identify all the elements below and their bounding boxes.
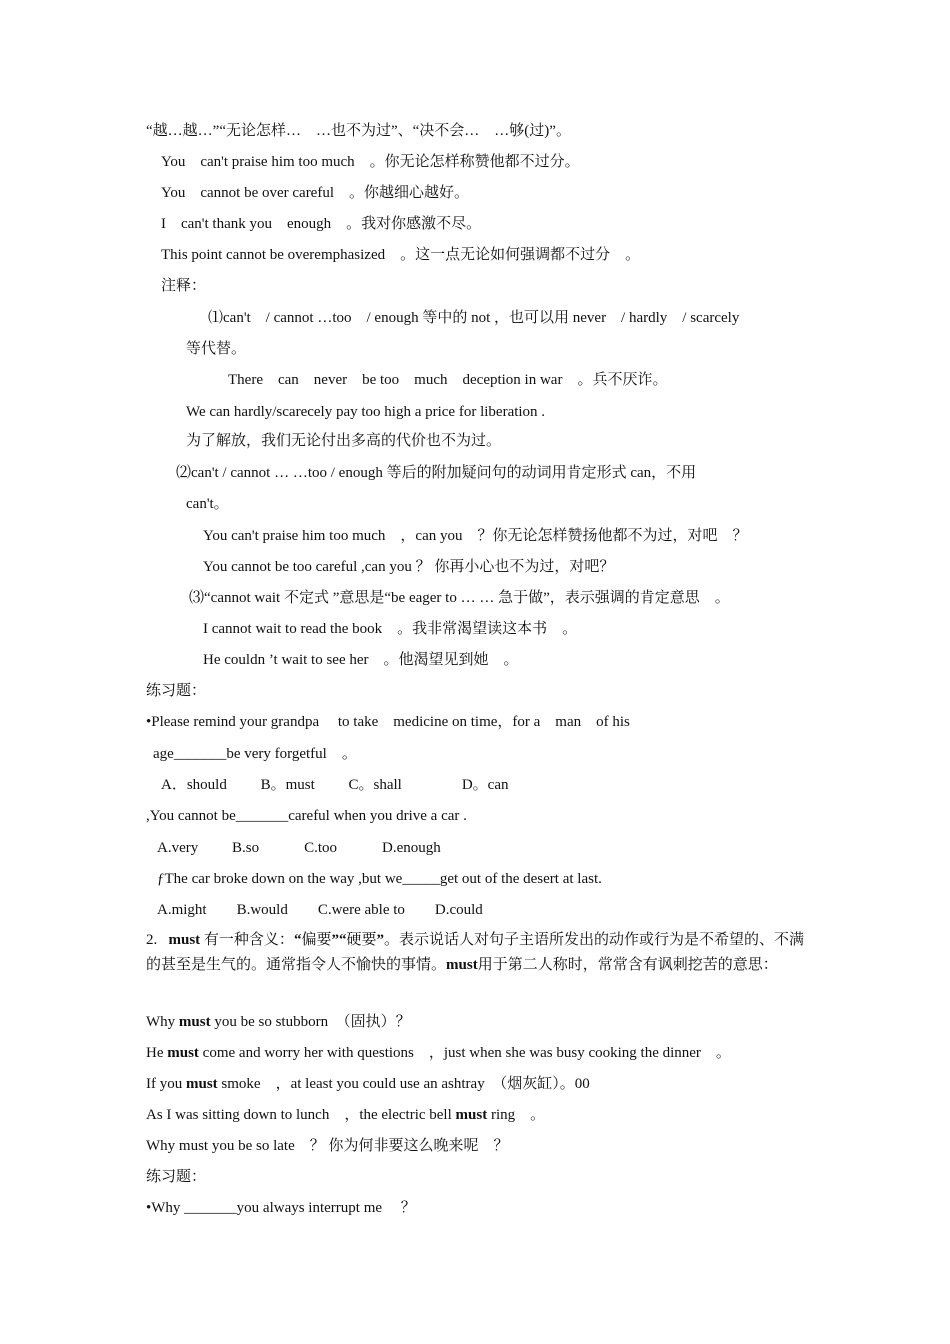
exercise-question: ƒThe car broke down on the way ,but we_____get out of the desert at last. [157, 871, 602, 887]
section-number: 2. [146, 932, 158, 948]
note-1-example-translation: 为了解放，我们无论付出多高的代价也不为过。 [186, 433, 502, 449]
example-line: I can't thank you enough 。我对你感激不尽。 [161, 216, 482, 232]
exercise-label: 练习题： [146, 683, 207, 699]
exercise-options: A.very B.so C.too D.enough [157, 840, 441, 856]
note-3-example: He couldn ’t wait to see her 。他渴望见到她 。 [203, 652, 519, 668]
example-line: This point cannot be overemphasized 。这一点无论如何强调都不过分 。 [161, 247, 641, 263]
must-example: If you must smoke ，at least you could use an ashtray （烟灰缸）。00 [146, 1076, 590, 1092]
keyword: must [446, 957, 478, 973]
exercise-question: •Why _______you always interrupt me ？ [146, 1200, 416, 1216]
note-1-line: 等代替。 [186, 341, 247, 357]
paragraph-text: 。表示说话人对句子主语所发出的动作或行为是不希望的、不满的甚至是生气的。通常指令人不愉快的事情。 [146, 932, 804, 973]
paragraph-text: 用于第二人称时，常常含有讽刺挖苦的意思： [477, 957, 778, 973]
note-1-line: ⑴can't / cannot …too / enough 等中的 not ，也可以用 never / hardly / scarcely [208, 310, 740, 326]
note-2-example: You cannot be too careful ,can you ？ 你再小心也不为过，对吧？ [203, 559, 615, 575]
note-1-example: There can never be too much deception in war 。兵不厌诈。 [228, 372, 668, 388]
quote-mark: ” [376, 932, 384, 948]
section-2-paragraph [146, 928, 811, 978]
quote-mark: “ [293, 932, 302, 948]
must-example: Why must you be so late ？ 你为何非要这么晚来呢 ？ [146, 1138, 509, 1154]
exercise-question: ,You cannot be_______careful when you drive a car . [146, 808, 467, 824]
exercise-question: age_______be very forgetful 。 [153, 746, 357, 762]
must-example: Why must you be so stubborn （固执）？ [146, 1014, 411, 1030]
note-3-line: ⑶“cannot wait 不定式 ”意思是“be eager to … … 急于做”，表示强调的肯定意思 。 [189, 590, 730, 606]
exercise-options: A．should B。must C。shall D。can [161, 777, 509, 793]
example-line: You cannot be over careful 。你越细心越好。 [161, 185, 470, 201]
exercise-question: •Please remind your grandpa to take medicine on time，for a man of his [146, 714, 630, 730]
example-line: You can't praise him too much 。你无论怎样称赞他都不过分。 [161, 154, 580, 170]
exercise-label: 练习题： [146, 1169, 207, 1185]
title-line: “越…越…”“无论怎样… …也不为过”、“决不会… …够(过)”。 [146, 123, 571, 139]
must-example: He must come and worry her with questions ，just when she was busy cooking the dinner 。 [146, 1045, 731, 1061]
note-label: 注释： [161, 278, 207, 294]
paragraph-text: 偏要 [301, 932, 332, 948]
exercise-options: A.might B.would C.were able to D.could [157, 902, 483, 918]
paragraph-text: 硬要 [346, 932, 377, 948]
note-2-example: You can't praise him too much ，can you ？你无论怎样赞扬他都不为过，对吧 ？ [203, 528, 748, 544]
must-example: As I was sitting down to lunch ，the electric bell must ring 。 [146, 1107, 546, 1123]
note-3-example: I cannot wait to read the book 。我非常渴望读这本书 。 [203, 621, 578, 637]
note-2-line: can't。 [186, 496, 229, 512]
keyword: must [168, 932, 201, 948]
paragraph-text: 有一种含义： [203, 932, 294, 948]
note-2-line: ⑵can't / cannot … …too / enough 等后的附加疑问句的动词用肯定形式 can，不用 [176, 465, 697, 481]
quote-mark: ”“ [331, 932, 347, 948]
note-1-example: We can hardly/scarecely pay too high a price for liberation . [186, 404, 546, 420]
